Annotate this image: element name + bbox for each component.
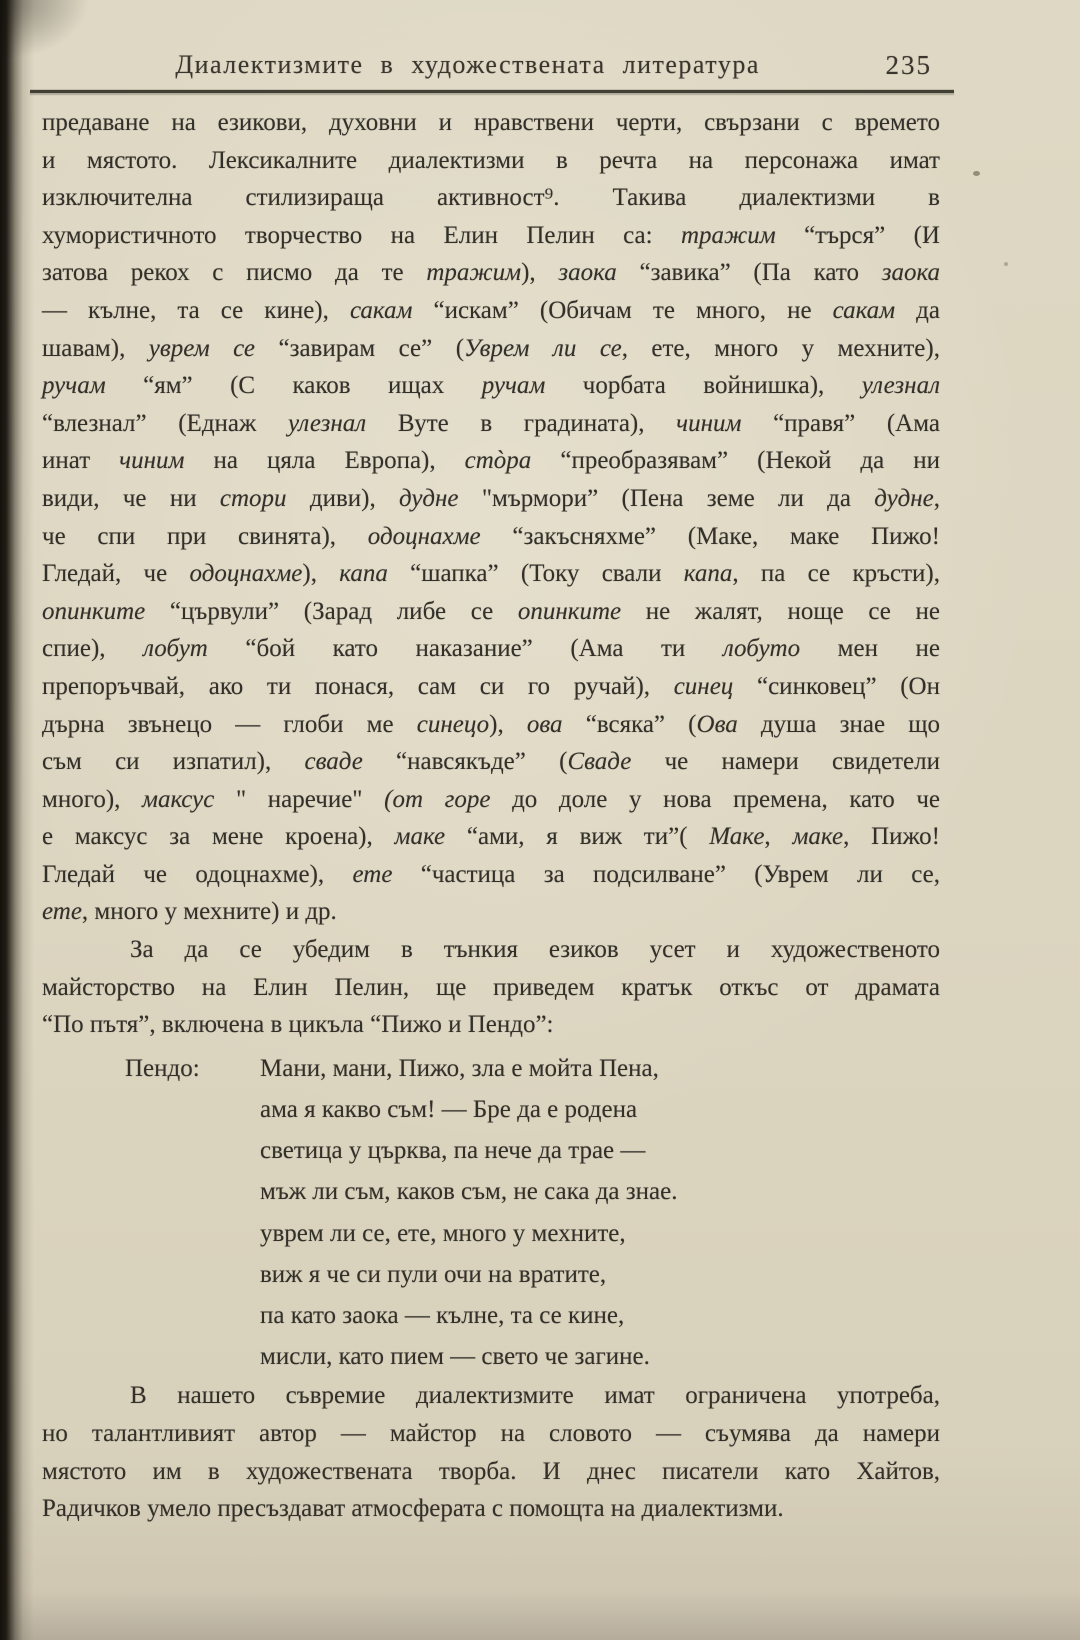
text-line: спие), лобут “бой като наказание” (Ама ти лобуто мен не: [42, 635, 940, 663]
text-line: За да се убедим в тънкия езиков усет и художественото: [130, 936, 940, 964]
text-line: съм си изпатил), сваде “навсякъде” (Сваде че намери свидетели: [42, 748, 940, 776]
spine-shadow: [0, 0, 34, 1640]
text-line: много), максус " наречие" (от горе до доле у нова премена, като че: [42, 785, 941, 813]
verse-lines: [260, 1048, 940, 1378]
text-line: Гледай, че одоцнахме), капа “шапка” (Току свали капа, па се кръсти),: [42, 560, 940, 588]
text-line: Радичков умело пресъздават атмосферата с помощта на диалектизми.: [42, 1495, 784, 1523]
text-line: инат чиним на цяла Европа), стòра “преобразявам” (Некой да ни: [42, 447, 940, 475]
text-line: па като заока — кълне, та се кине,: [260, 1302, 625, 1330]
running-title: Диалектизмите в художествената литература: [175, 50, 760, 79]
text-line: светица у църква, па нече да трае —: [260, 1137, 646, 1165]
text-line: затова рекох с писмо да те тражим), заока “завика” (Па като заока: [42, 259, 941, 287]
text-line: дърна звънецо — глоби ме синецо), ова “всяка” (Ова душа знае що: [42, 710, 941, 738]
paragraph-continuation: [42, 104, 940, 931]
text-line: шавам), уврем се “завирам се” (Уврем ли се, ете, много у мехните),: [42, 334, 940, 362]
text-line: уврем ли се, ете, много у мехните,: [260, 1219, 626, 1247]
text-line: но талантливият автор — майстор на словото — съумява да намери: [42, 1420, 940, 1448]
text-line: Гледай че одоцнахме), ете “частица за подсилване” (Уврем ли се,: [42, 860, 940, 888]
text-line: препоръчвай, ако ти понася, сам си го ручай), синец “синковец” (Он: [42, 672, 940, 700]
text-line: “По пътя”, включена в цикъла “Пижо и Пендо”:: [42, 1011, 554, 1039]
page-number: 235: [885, 50, 932, 80]
text-line: ама я какво съм! — Бре да е родена: [260, 1096, 638, 1124]
text-line: хумористичното творчество на Елин Пелин са: тражим “търся” (И: [42, 221, 940, 249]
scan-speck: [1004, 262, 1008, 266]
text-line: мястото им в художествената творба. И днес писатели като Хайтов,: [42, 1457, 940, 1485]
header-rule: [30, 90, 954, 93]
text-line: че спи при свинята), одоцнахме “закъсняхме” (Маке, маке Пижо!: [42, 522, 941, 550]
paragraph-intro: [42, 931, 940, 1044]
text-line: опинките “цървули” (Зарад либе се опинките не жалят, ноще се не: [42, 597, 940, 625]
text-line: ете, много у мехните) и др.: [42, 898, 337, 926]
text-line: В нашето съвремие диалектизмите имат ограничена употреба,: [130, 1382, 940, 1410]
text-line: види, че ни стори диви), дудне "мърмори” (Пена земе ли да дудне,: [42, 484, 941, 512]
text-line: мисли, като пием — свето че загине.: [260, 1343, 650, 1371]
text-line: предаване на езикови, духовни и нравствени черти, свързани с времето: [42, 109, 940, 136]
paragraph-closing: [42, 1377, 940, 1527]
text-line: ручам “ям” (С каков ищах ручам чорбата войнишка), улезнал: [42, 372, 940, 400]
text-line: изключителна стилизираща активност⁹. Такива диалектизми в: [42, 184, 940, 212]
text-line: Мани, мани, Пижо, зла е мойта Пена,: [260, 1054, 659, 1082]
text-line: и мястото. Лексикалните диалектизми в речта на персонажа имат: [42, 146, 940, 174]
text-line: майсторство на Елин Пелин, ще приведем кратък откъс от драмата: [42, 973, 940, 1001]
scan-speck: [973, 171, 980, 176]
text-line: виж я че си пули очи на вратите,: [260, 1260, 607, 1288]
text-line: е максус за мене кроена), маке “ами, я виж ти”( Маке, маке, Пижо!: [42, 823, 940, 851]
text-line: “влезнал” (Еднаж улезнал Вуте в градината), чиним “правя” (Ама: [42, 409, 940, 437]
verse-speaker: Пендо:: [125, 1054, 200, 1082]
text-line: мъж ли съм, каков съм, не сака да знае.: [260, 1178, 678, 1206]
verse-block: [42, 1048, 940, 1378]
page-body: [42, 104, 940, 1528]
text-line: — кълне, та се кине), сакам “искам” (Обичам те много, не сакам да: [42, 296, 940, 324]
running-header: [42, 50, 940, 90]
